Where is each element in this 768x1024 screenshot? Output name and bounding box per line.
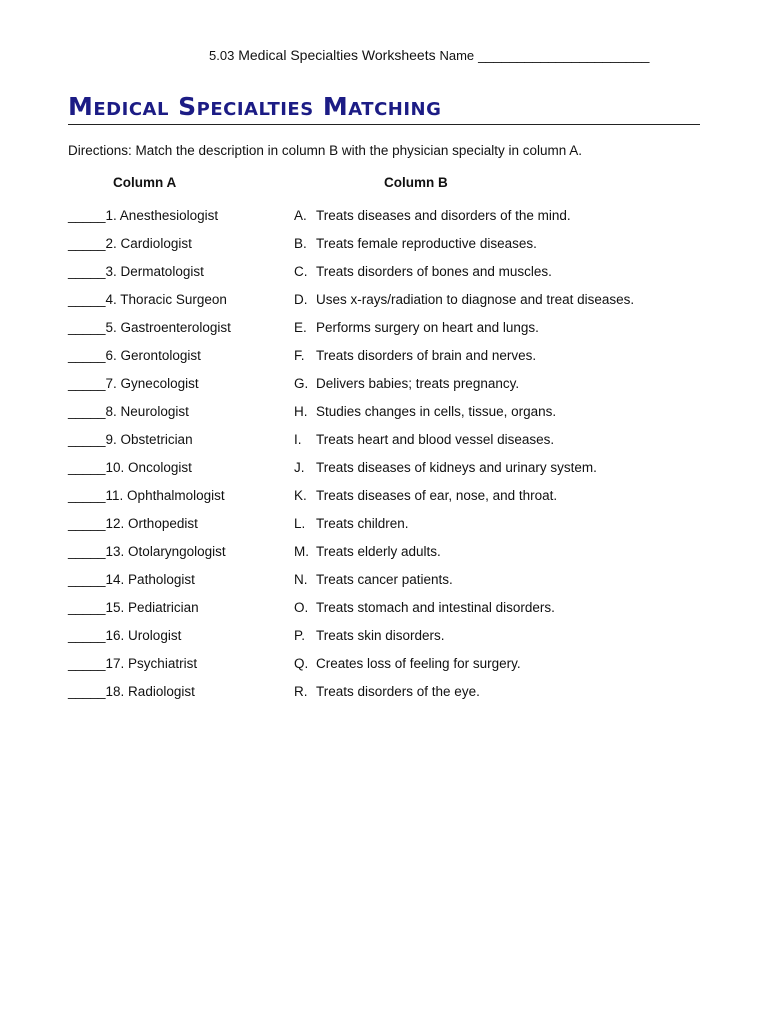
column-b-letter: G. xyxy=(294,376,309,391)
column-b-description: Treats diseases of kidneys and urinary system. xyxy=(316,460,597,475)
column-a-item[interactable]: _____10. Oncologist xyxy=(68,460,192,475)
column-b-letter: B. xyxy=(294,236,307,251)
column-b-letter: K. xyxy=(294,488,307,503)
matching-row xyxy=(0,654,768,682)
column-a-item[interactable]: _____12. Orthopedist xyxy=(68,516,198,531)
page-title: Medical Specialties Matching xyxy=(68,92,442,121)
column-b-letter: H. xyxy=(294,404,308,419)
column-b-letter: M. xyxy=(294,544,309,559)
course-number: 5.03 xyxy=(209,48,235,63)
column-a-item[interactable]: _____1. Anesthesiologist xyxy=(68,208,219,223)
matching-row xyxy=(0,234,768,262)
column-b-description: Treats diseases and disorders of the mind. xyxy=(316,208,571,223)
column-a-item[interactable]: _____15. Pediatrician xyxy=(68,600,199,615)
matching-row xyxy=(0,626,768,654)
column-a-header: Column A xyxy=(113,175,177,190)
column-b-description: Treats disorders of brain and nerves. xyxy=(316,348,537,363)
column-a-item[interactable]: _____9. Obstetrician xyxy=(68,432,193,447)
column-a-item[interactable]: _____8. Neurologist xyxy=(68,404,189,419)
matching-row xyxy=(0,486,768,514)
column-b-letter: N. xyxy=(294,572,308,587)
matching-row xyxy=(0,430,768,458)
column-b-description: Treats stomach and intestinal disorders. xyxy=(316,600,555,615)
worksheet-title: Medical Specialties Worksheets xyxy=(238,47,436,63)
matching-row xyxy=(0,598,768,626)
column-a-item[interactable]: _____16. Urologist xyxy=(68,628,182,643)
matching-row xyxy=(0,402,768,430)
matching-list xyxy=(0,206,768,710)
matching-row xyxy=(0,290,768,318)
column-b-description: Treats children. xyxy=(316,516,409,531)
column-a-item[interactable]: _____7. Gynecologist xyxy=(68,376,199,391)
column-b-description: Treats elderly adults. xyxy=(316,544,441,559)
column-b-letter: F. xyxy=(294,348,305,363)
column-b-description: Treats disorders of bones and muscles. xyxy=(316,264,552,279)
column-a-item[interactable]: _____14. Pathologist xyxy=(68,572,195,587)
column-b-letter: E. xyxy=(294,320,307,335)
matching-row xyxy=(0,682,768,710)
matching-row xyxy=(0,318,768,346)
directions-text: Directions: Match the description in column B with the physician specialty in column A. xyxy=(68,143,582,158)
column-b-letter: I. xyxy=(294,432,302,447)
matching-row xyxy=(0,374,768,402)
column-a-item[interactable]: _____2. Cardiologist xyxy=(68,236,192,251)
column-b-letter: R. xyxy=(294,684,308,699)
column-a-item[interactable]: _____6. Gerontologist xyxy=(68,348,201,363)
matching-row xyxy=(0,262,768,290)
column-b-description: Treats female reproductive diseases. xyxy=(316,236,537,251)
matching-row xyxy=(0,570,768,598)
column-b-letter: J. xyxy=(294,460,305,475)
column-b-description: Studies changes in cells, tissue, organs. xyxy=(316,404,557,419)
matching-row xyxy=(0,458,768,486)
column-b-letter: O. xyxy=(294,600,309,615)
column-b-description: Treats diseases of ear, nose, and throat. xyxy=(316,488,558,503)
column-b-description: Delivers babies; treats pregnancy. xyxy=(316,376,520,391)
column-b-letter: L. xyxy=(294,516,306,531)
column-b-description: Treats disorders of the eye. xyxy=(316,684,480,699)
matching-row xyxy=(0,514,768,542)
column-b-letter: Q. xyxy=(294,656,309,671)
column-a-item[interactable]: _____18. Radiologist xyxy=(68,684,195,699)
column-b-letter: C. xyxy=(294,264,308,279)
column-b-description: Treats skin disorders. xyxy=(316,628,445,643)
matching-row xyxy=(0,206,768,234)
matching-row xyxy=(0,542,768,570)
column-b-description: Treats cancer patients. xyxy=(316,572,453,587)
column-b-header: Column B xyxy=(384,175,448,190)
worksheet-header xyxy=(209,47,649,63)
name-blank-line[interactable]: ______________________ xyxy=(478,47,650,63)
matching-row xyxy=(0,346,768,374)
column-b-description: Creates loss of feeling for surgery. xyxy=(316,656,521,671)
column-b-description: Treats heart and blood vessel diseases. xyxy=(316,432,555,447)
column-a-item[interactable]: _____4. Thoracic Surgeon xyxy=(68,292,227,307)
column-b-description: Performs surgery on heart and lungs. xyxy=(316,320,539,335)
column-a-item[interactable]: _____17. Psychiatrist xyxy=(68,656,198,671)
title-divider xyxy=(68,124,700,125)
column-b-letter: A. xyxy=(294,208,307,223)
column-a-item[interactable]: _____5. Gastroenterologist xyxy=(68,320,231,335)
column-b-letter: D. xyxy=(294,292,308,307)
name-label: Name xyxy=(439,48,475,63)
column-a-item[interactable]: _____13. Otolaryngologist xyxy=(68,544,226,559)
column-a-item[interactable]: _____11. Ophthalmologist xyxy=(68,488,225,503)
column-b-letter: P. xyxy=(294,628,306,643)
column-b-description: Uses x-rays/radiation to diagnose and treat diseases. xyxy=(316,292,635,307)
column-a-item[interactable]: _____3. Dermatologist xyxy=(68,264,204,279)
